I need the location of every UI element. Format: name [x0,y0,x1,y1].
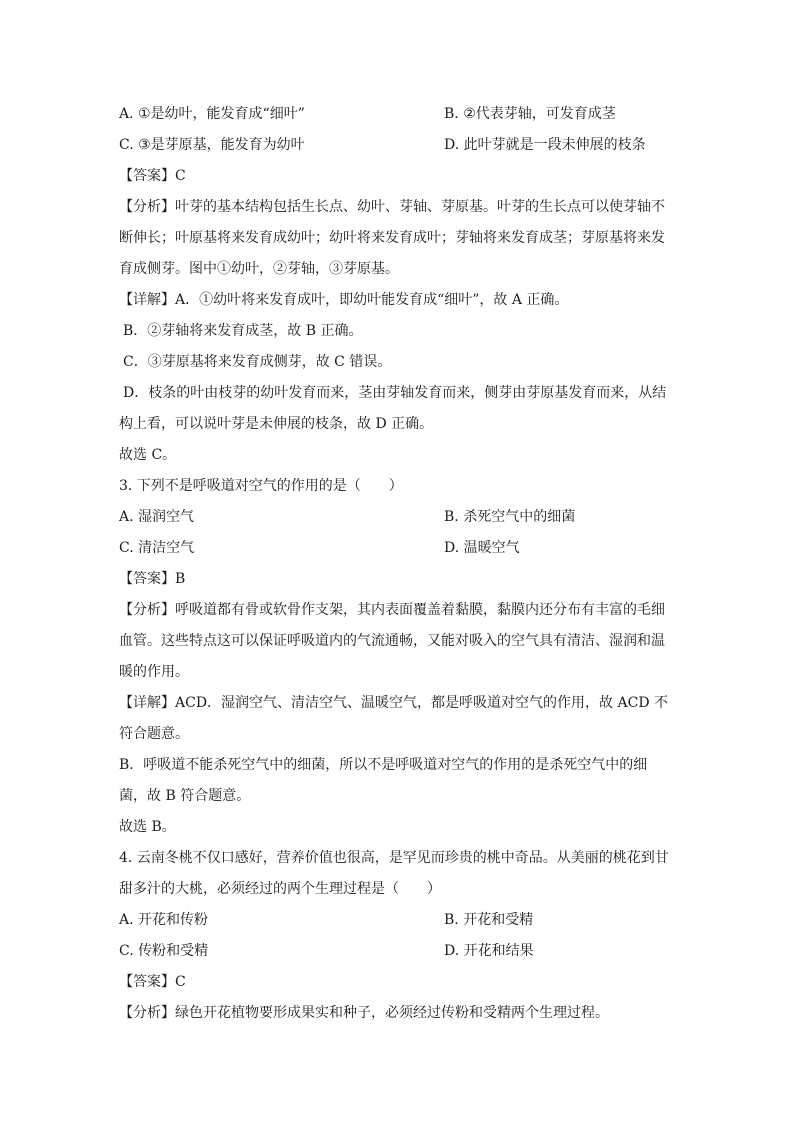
option-c: C. 传粉和受精 [119,943,209,959]
detail-line: 构上看，可以说叶芽是未伸展的枝条，故 D 正确。 [119,416,434,432]
options-row [119,936,675,967]
option-b: B. 杀死空气中的细菌 [444,509,576,525]
detail-line: 符合题意。 [119,726,189,742]
analysis-line: 血管。这些特点这可以保证呼吸道内的气流通畅，又能对吸入的空气具有清洁、湿润和温 [119,633,665,649]
analysis-line: 【分析】绿色开花植物要形成果实和种子，必须经过传粉和受精两个生理过程。 [119,1005,609,1021]
option-a: A. ①是幼叶，能发育成“细叶” [119,106,305,122]
detail-line: 菌，故 B 符合题意。 [119,788,251,804]
options-row [119,905,675,936]
answer-line: 【答案】B [119,571,186,587]
detail-line: 【详解】A．①幼叶将来发育成叶，即幼叶能发育成“细叶”，故 A 正确。 [119,292,569,308]
question-stem: 3. 下列不是呼吸道对空气的作用的是（ ） [119,478,403,494]
conclusion-line: 故选 C。 [119,447,177,463]
detail-line: D．枝条的叶由枝芽的幼叶发育而来，茎由芽轴发育而来，侧芽由芽原基发育而来，从结 [123,385,667,401]
conclusion-line: 故选 B。 [119,819,176,835]
question-stem: 甜多汁的大桃，必须经过的两个生理过程是（ ） [119,881,441,897]
options-row [119,130,675,161]
detail-line: 【详解】ACD．湿润空气、清洁空气、温暖空气，都是呼吸道对空气的作用，故 ACD 不 [119,695,668,711]
question-stem: 4. 云南冬桃不仅口感好，营养价值也很高，是罕见而珍贵的桃中奇品。从美丽的桃花到甘 [119,850,669,866]
analysis-line: 【分析】呼吸道都有骨或软骨作支架，其内表面覆盖着黏膜，黏膜内还分布有丰富的毛细 [119,602,665,618]
detail-line: C．③芽原基将来发育成侧芽，故 C 错误。 [123,354,392,370]
option-b: B. ②代表芽轴，可发育成茎 [444,106,616,122]
analysis-line: 断伸长；叶原基将来发育成幼叶；幼叶将来发育成叶；芽轴将来发育成茎；芽原基将来发 [119,230,665,246]
option-d: D. 此叶芽就是一段未伸展的枝条 [444,137,646,153]
options-row [119,99,675,130]
option-c: C. ③是芽原基，能发育为幼叶 [119,137,305,153]
analysis-line: 【分析】叶芽的基本结构包括生长点、幼叶、芽轴、芽原基。叶芽的生长点可以使芽轴不 [119,199,665,215]
option-a: A. 开花和传粉 [119,912,209,928]
answer-line: 【答案】C [119,168,186,184]
analysis-line: 育成侧芽。图中①幼叶，②芽轴，③芽原基。 [119,261,399,277]
detail-line: B．②芽轴将来发育成茎，故 B 正确。 [123,323,363,339]
options-row [119,533,675,564]
answer-line: 【答案】C [119,974,186,990]
option-b: B. 开花和受精 [444,912,534,928]
option-a: A. 湿润空气 [119,509,195,525]
option-d: D. 开花和结果 [444,943,534,959]
detail-line: B．呼吸道不能杀死空气中的细菌，所以不是呼吸道对空气的作用的是杀死空气中的细 [119,757,648,773]
option-d: D. 温暖空气 [444,540,520,556]
options-row [119,502,675,533]
option-c: C. 清洁空气 [119,540,195,556]
document-content [119,99,675,1029]
analysis-line: 暖的作用。 [119,664,189,680]
